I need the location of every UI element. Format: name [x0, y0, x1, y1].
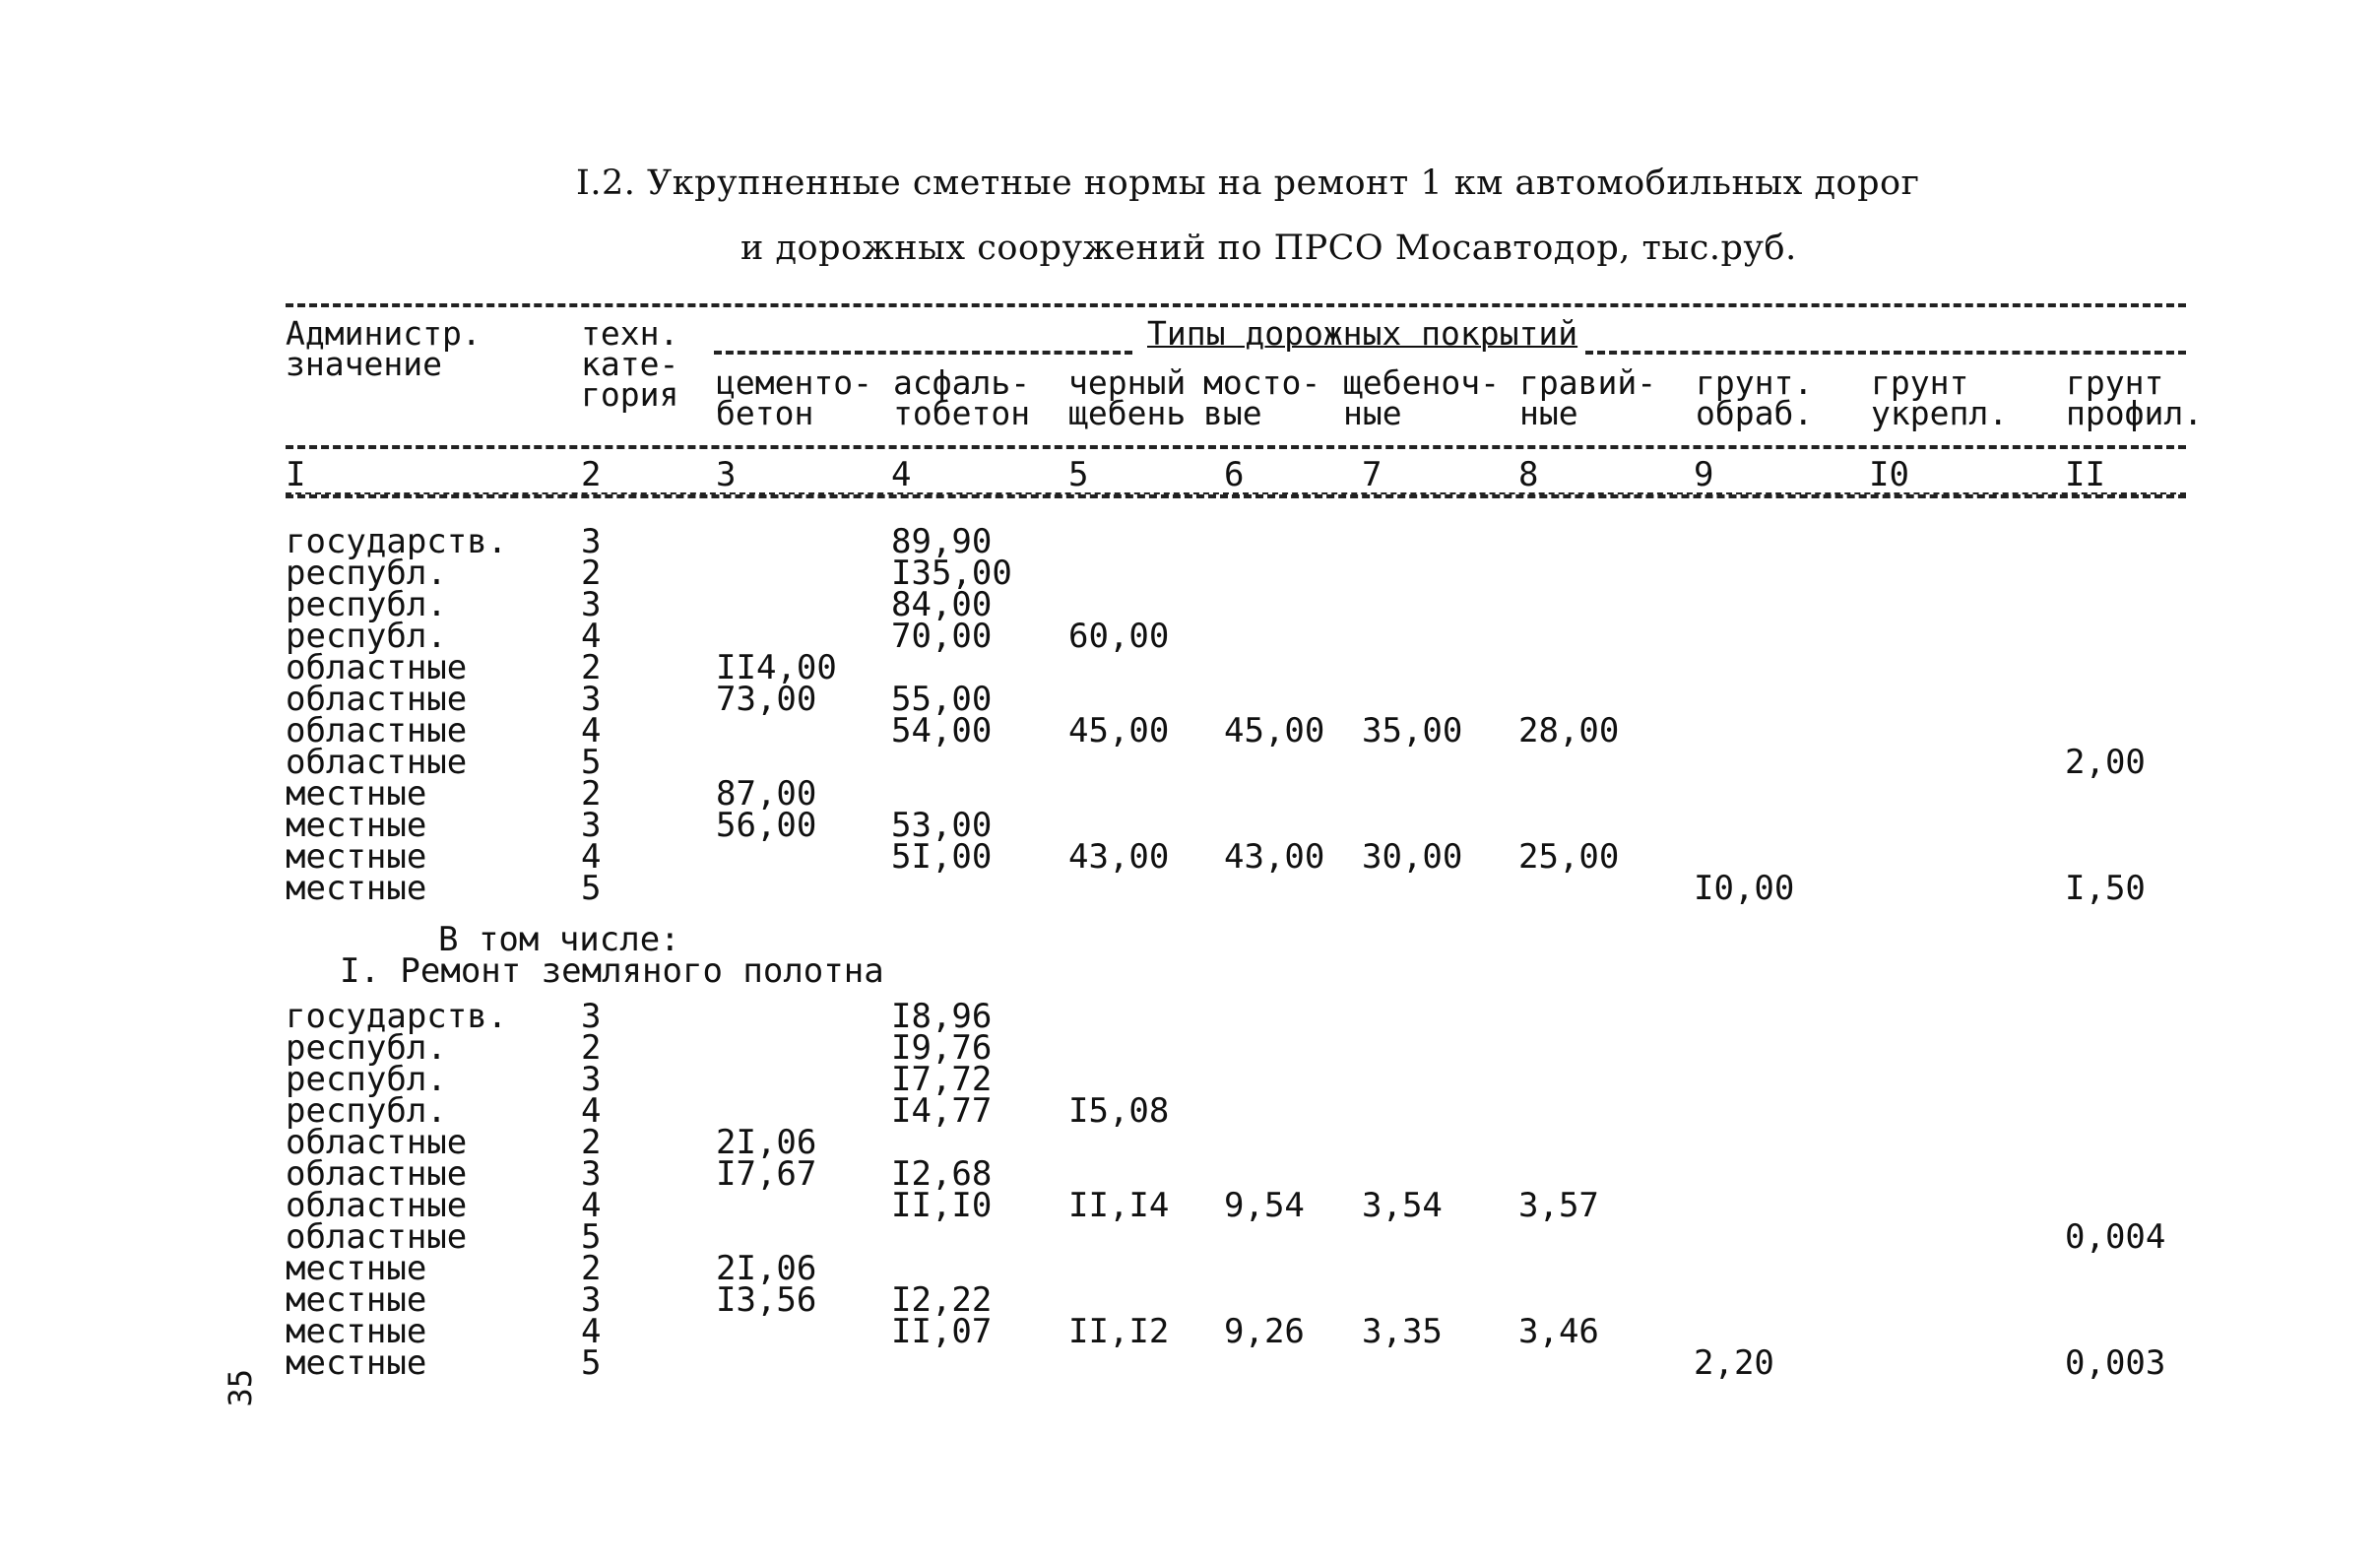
row-admin-cell: местные — [286, 806, 427, 845]
row-value-cell: I0,00 — [1694, 869, 1795, 908]
row-admin-cell: республ. — [286, 1028, 447, 1068]
row-category-cell: 5 — [581, 869, 602, 908]
row-category-cell: 3 — [581, 1154, 602, 1194]
row-value-cell: 43,00 — [1224, 837, 1325, 877]
row-value-cell: I35,00 — [891, 554, 1012, 593]
row-value-cell: 9,54 — [1224, 1186, 1305, 1225]
header-tech-line-2: кате- — [581, 345, 679, 383]
row-category-cell: 3 — [581, 806, 602, 845]
header-subcol-line: профил. — [2066, 394, 2204, 432]
header-subcol-line: мосто- — [1203, 363, 1321, 402]
row-value-cell: 5I,00 — [891, 837, 993, 877]
row-value-cell: 45,00 — [1068, 711, 1170, 750]
row-admin-cell: республ. — [286, 554, 447, 593]
row-value-cell: 45,00 — [1224, 711, 1325, 750]
row-value-cell: I8,96 — [891, 997, 993, 1036]
row-category-cell: 5 — [581, 1343, 602, 1383]
row-admin-cell: областные — [286, 680, 468, 719]
header-subcol-line: обраб. — [1696, 394, 1814, 432]
row-admin-cell: областные — [286, 1154, 468, 1194]
row-category-cell: 2 — [581, 648, 602, 687]
row-value-cell: 30,00 — [1362, 837, 1463, 877]
row-value-cell: 84,00 — [891, 585, 993, 624]
header-subcol-line: укрепл. — [1871, 394, 2009, 432]
row-admin-cell: местные — [286, 837, 427, 877]
header-subcol-gravel — [1519, 363, 1657, 432]
header-group-title: Типы дорожных покрытий — [1147, 314, 1578, 353]
row-admin-cell: республ. — [286, 1091, 447, 1131]
row-admin-cell: местные — [286, 1280, 427, 1320]
row-value-cell: II,I0 — [891, 1186, 993, 1225]
header-subcol-black-gravel — [1068, 363, 1187, 432]
row-value-cell: II,I4 — [1068, 1186, 1170, 1225]
header-subcol-line: ные — [1343, 394, 1402, 432]
row-value-cell: 2,20 — [1694, 1343, 1774, 1383]
header-subcol-line: ные — [1519, 394, 1578, 432]
row-value-cell: 54,00 — [891, 711, 993, 750]
row-category-cell: 4 — [581, 1312, 602, 1351]
row-admin-cell: областные — [286, 1123, 468, 1162]
row-admin-cell: республ. — [286, 1060, 447, 1099]
row-value-cell: 56,00 — [716, 806, 817, 845]
header-subcol-line: вые — [1203, 394, 1262, 432]
row-admin-cell: республ. — [286, 585, 447, 624]
row-value-cell: I5,08 — [1068, 1091, 1170, 1131]
row-admin-cell: местные — [286, 1312, 427, 1351]
row-category-cell: 3 — [581, 997, 602, 1036]
row-value-cell: I7,72 — [891, 1060, 993, 1099]
header-subcol-soil-profiled — [2066, 363, 2204, 432]
row-value-cell: 0,004 — [2065, 1217, 2166, 1257]
row-admin-cell: местные — [286, 1249, 427, 1288]
row-category-cell: 4 — [581, 711, 602, 750]
header-subcol-line: цементо- — [716, 363, 872, 402]
column-number: 5 — [1068, 455, 1089, 494]
row-value-cell: 0,003 — [2065, 1343, 2166, 1383]
row-value-cell: 70,00 — [891, 617, 993, 656]
header-tech-line-1: техн. — [581, 314, 679, 353]
row-category-cell: 3 — [581, 1280, 602, 1320]
header-mid-rule — [286, 445, 2186, 449]
row-admin-cell: местные — [286, 869, 427, 908]
row-admin-cell: областные — [286, 743, 468, 782]
row-value-cell: I2,22 — [891, 1280, 993, 1320]
row-category-cell: 5 — [581, 1217, 602, 1257]
header-subcol-paved — [1203, 363, 1321, 432]
row-admin-cell: областные — [286, 711, 468, 750]
row-admin-cell: областные — [286, 648, 468, 687]
header-subcol-line: черный — [1068, 363, 1187, 402]
row-admin-cell: местные — [286, 774, 427, 814]
row-value-cell: 28,00 — [1518, 711, 1620, 750]
column-number: 4 — [891, 455, 912, 494]
row-value-cell: 9,26 — [1224, 1312, 1305, 1351]
row-value-cell: I9,76 — [891, 1028, 993, 1068]
row-value-cell: II,07 — [891, 1312, 993, 1351]
header-subcol-line: грунт. — [1696, 363, 1814, 402]
row-value-cell: I2,68 — [891, 1154, 993, 1194]
header-admin — [286, 314, 482, 383]
header-subcol-line: тобетон — [893, 394, 1031, 432]
header-admin-line-1: Администр. — [286, 314, 482, 353]
row-category-cell: 3 — [581, 1060, 602, 1099]
row-value-cell: 35,00 — [1362, 711, 1463, 750]
header-subcol-line: гравий- — [1519, 363, 1657, 402]
column-number: 8 — [1518, 455, 1539, 494]
row-value-cell: 2I,06 — [716, 1123, 817, 1162]
row-category-cell: 2 — [581, 554, 602, 593]
header-subcol-line: грунт — [2066, 363, 2164, 402]
row-category-cell: 2 — [581, 1123, 602, 1162]
row-admin-cell: государств. — [286, 997, 508, 1036]
row-value-cell: 3,57 — [1518, 1186, 1599, 1225]
row-category-cell: 3 — [581, 522, 602, 561]
row-category-cell: 5 — [581, 743, 602, 782]
row-value-cell: II4,00 — [716, 648, 837, 687]
row-value-cell: I,50 — [2065, 869, 2146, 908]
table-title-line-1: I.2. Укрупненные сметные нормы на ремонт 1 км автомобильных дорог — [576, 163, 1920, 203]
row-value-cell: II,I2 — [1068, 1312, 1170, 1351]
row-value-cell: 2I,06 — [716, 1249, 817, 1288]
row-value-cell: 3,46 — [1518, 1312, 1599, 1351]
row-value-cell: 3,54 — [1362, 1186, 1443, 1225]
column-numbers-underline — [286, 492, 2186, 494]
row-admin-cell: республ. — [286, 617, 447, 656]
group-rule-left — [714, 351, 1132, 355]
page-number: 35 — [222, 1369, 259, 1407]
subheading-line-1: В том числе: — [438, 920, 680, 959]
row-value-cell: 53,00 — [891, 806, 993, 845]
row-value-cell: 2,00 — [2065, 743, 2146, 782]
row-category-cell: 4 — [581, 617, 602, 656]
row-value-cell: 73,00 — [716, 680, 817, 719]
header-tech-line-3: гория — [581, 375, 679, 414]
table-title-line-2: и дорожных сооружений по ПРСО Мосавтодор, тыс.руб. — [740, 228, 1797, 268]
row-admin-cell: областные — [286, 1186, 468, 1225]
row-value-cell: I7,67 — [716, 1154, 817, 1194]
column-number: 9 — [1694, 455, 1714, 494]
row-category-cell: 4 — [581, 837, 602, 877]
row-category-cell: 3 — [581, 680, 602, 719]
column-number: I — [286, 455, 306, 494]
header-subcol-soil-reinforced — [1871, 363, 2009, 432]
row-value-cell: 60,00 — [1068, 617, 1170, 656]
row-value-cell: 87,00 — [716, 774, 817, 814]
subheading-line-2: I. Ремонт земляного полотна — [340, 951, 884, 991]
group-rule-right — [1585, 351, 2186, 355]
row-value-cell: 55,00 — [891, 680, 993, 719]
header-subcol-crushed — [1343, 363, 1500, 432]
column-number: 6 — [1224, 455, 1245, 494]
column-number: II — [2065, 455, 2105, 494]
row-value-cell: 43,00 — [1068, 837, 1170, 877]
row-category-cell: 2 — [581, 1028, 602, 1068]
header-subcol-cement — [716, 363, 872, 432]
row-category-cell: 2 — [581, 774, 602, 814]
header-subcol-line: грунт — [1871, 363, 1969, 402]
row-value-cell: I4,77 — [891, 1091, 993, 1131]
header-subcol-line: асфаль- — [893, 363, 1031, 402]
header-subcol-line: щебеноч- — [1343, 363, 1500, 402]
row-category-cell: 4 — [581, 1186, 602, 1225]
column-number: 7 — [1362, 455, 1383, 494]
header-subcol-line: щебень — [1068, 394, 1187, 432]
row-value-cell: 25,00 — [1518, 837, 1620, 877]
row-admin-cell: областные — [286, 1217, 468, 1257]
row-category-cell: 4 — [581, 1091, 602, 1131]
header-admin-line-2: значение — [286, 345, 442, 383]
column-number: 2 — [581, 455, 602, 494]
row-category-cell: 2 — [581, 1249, 602, 1288]
header-number-rule — [286, 494, 2186, 498]
header-tech — [581, 314, 679, 414]
column-number: 3 — [716, 455, 737, 494]
row-value-cell: 89,90 — [891, 522, 993, 561]
header-subcol-line: бетон — [716, 394, 814, 432]
header-top-rule — [286, 303, 2186, 307]
row-category-cell: 3 — [581, 585, 602, 624]
header-subcol-asphalt — [893, 363, 1031, 432]
row-admin-cell: местные — [286, 1343, 427, 1383]
column-number: I0 — [1869, 455, 1909, 494]
row-value-cell: 3,35 — [1362, 1312, 1443, 1351]
header-subcol-soil-treated — [1696, 363, 1814, 432]
row-admin-cell: государств. — [286, 522, 508, 561]
row-value-cell: I3,56 — [716, 1280, 817, 1320]
